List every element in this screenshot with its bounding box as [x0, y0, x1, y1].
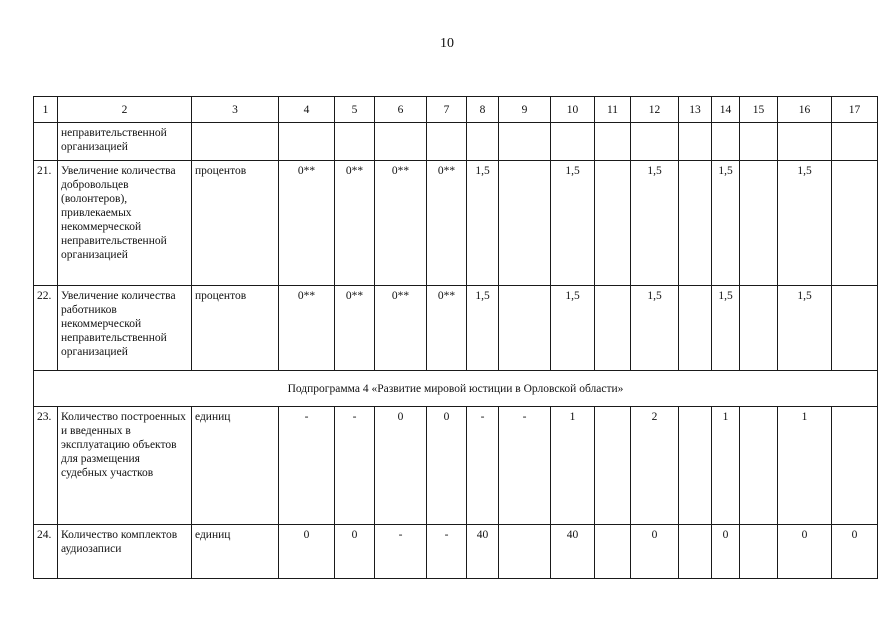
- value-cell-col-5: [335, 123, 375, 161]
- header-cell-15: 15: [740, 97, 778, 123]
- row-number-cell: 23.: [34, 407, 58, 525]
- value-cell-col-17: [832, 123, 878, 161]
- value-cell-col-5: 0**: [335, 286, 375, 371]
- value-cell-col-10: 1,5: [551, 286, 595, 371]
- indicator-name-cell: Увеличение количества добровольцев (волонтеров), привлекаемых некоммерческой неправительственной организацией: [58, 161, 192, 286]
- value-cell-col-16: [778, 123, 832, 161]
- row-number-cell: 21.: [34, 161, 58, 286]
- row-number-cell: 22.: [34, 286, 58, 371]
- value-cell-col-7: 0**: [427, 161, 467, 286]
- header-cell-3: 3: [192, 97, 279, 123]
- header-cell-5: 5: [335, 97, 375, 123]
- value-cell-col-12: 2: [631, 407, 679, 525]
- value-cell-col-7: 0: [427, 407, 467, 525]
- header-cell-7: 7: [427, 97, 467, 123]
- header-row: [34, 97, 878, 123]
- value-cell-col-16: 0: [778, 525, 832, 579]
- header-cell-12: 12: [631, 97, 679, 123]
- unit-cell: процентов: [192, 161, 279, 286]
- header-cell-14: 14: [712, 97, 740, 123]
- value-cell-col-11: [595, 525, 631, 579]
- value-cell-col-4: [279, 123, 335, 161]
- value-cell-col-4: -: [279, 407, 335, 525]
- indicators-table: [33, 96, 878, 579]
- value-cell-col-8: [467, 123, 499, 161]
- value-cell-col-9: [499, 286, 551, 371]
- value-cell-col-13: [679, 123, 712, 161]
- value-cell-col-16: 1,5: [778, 286, 832, 371]
- value-cell-col-7: [427, 123, 467, 161]
- value-cell-col-12: [631, 123, 679, 161]
- value-cell-col-14: 1: [712, 407, 740, 525]
- header-cell-10: 10: [551, 97, 595, 123]
- value-cell-col-15: [740, 123, 778, 161]
- value-cell-col-13: [679, 161, 712, 286]
- value-cell-col-15: [740, 286, 778, 371]
- value-cell-col-8: -: [467, 407, 499, 525]
- value-cell-col-17: [832, 407, 878, 525]
- unit-cell: процентов: [192, 286, 279, 371]
- indicator-name-cell: Увеличение количества работников некоммерческой неправительственной организацией: [58, 286, 192, 371]
- value-cell-col-11: [595, 286, 631, 371]
- value-cell-col-15: [740, 407, 778, 525]
- value-cell-col-13: [679, 525, 712, 579]
- header-cell-17: 17: [832, 97, 878, 123]
- table-row: [34, 161, 878, 286]
- value-cell-col-8: 1,5: [467, 286, 499, 371]
- value-cell-col-10: 1: [551, 407, 595, 525]
- value-cell-col-8: 1,5: [467, 161, 499, 286]
- value-cell-col-5: -: [335, 407, 375, 525]
- value-cell-col-8: 40: [467, 525, 499, 579]
- row-number-cell: [34, 123, 58, 161]
- value-cell-col-6: -: [375, 525, 427, 579]
- value-cell-col-9: [499, 123, 551, 161]
- value-cell-col-6: [375, 123, 427, 161]
- value-cell-col-5: 0: [335, 525, 375, 579]
- row-number-cell: 24.: [34, 525, 58, 579]
- header-cell-2: 2: [58, 97, 192, 123]
- value-cell-col-4: 0**: [279, 286, 335, 371]
- value-cell-col-10: [551, 123, 595, 161]
- value-cell-col-9: [499, 161, 551, 286]
- value-cell-col-13: [679, 286, 712, 371]
- header-cell-11: 11: [595, 97, 631, 123]
- value-cell-col-5: 0**: [335, 161, 375, 286]
- value-cell-col-6: 0**: [375, 286, 427, 371]
- value-cell-col-14: 1,5: [712, 161, 740, 286]
- header-cell-16: 16: [778, 97, 832, 123]
- page-number: 10: [440, 36, 454, 51]
- table-row: [34, 407, 878, 525]
- header-cell-1: 1: [34, 97, 58, 123]
- unit-cell: единиц: [192, 525, 279, 579]
- value-cell-col-12: 1,5: [631, 286, 679, 371]
- value-cell-col-15: [740, 525, 778, 579]
- indicator-name-cell: неправительственной организацией: [58, 123, 192, 161]
- value-cell-col-14: [712, 123, 740, 161]
- value-cell-col-12: 0: [631, 525, 679, 579]
- indicator-name-cell: Количество комплектов аудиозаписи: [58, 525, 192, 579]
- value-cell-col-16: 1: [778, 407, 832, 525]
- header-cell-13: 13: [679, 97, 712, 123]
- header-cell-8: 8: [467, 97, 499, 123]
- subprogram-title: Подпрограмма 4 «Развитие мировой юстиции в Орловской области»: [34, 371, 878, 407]
- value-cell-col-16: 1,5: [778, 161, 832, 286]
- indicator-name-cell: Количество построенных и введенных в эксплуатацию объектов для размещения судебных участков: [58, 407, 192, 525]
- subprogram-row: [34, 371, 878, 407]
- table-row: [34, 286, 878, 371]
- value-cell-col-12: 1,5: [631, 161, 679, 286]
- value-cell-col-17: [832, 161, 878, 286]
- value-cell-col-6: 0: [375, 407, 427, 525]
- header-cell-6: 6: [375, 97, 427, 123]
- value-cell-col-9: -: [499, 407, 551, 525]
- value-cell-col-14: 1,5: [712, 286, 740, 371]
- header-cell-9: 9: [499, 97, 551, 123]
- value-cell-col-11: [595, 161, 631, 286]
- unit-cell: [192, 123, 279, 161]
- value-cell-col-15: [740, 161, 778, 286]
- value-cell-col-10: 40: [551, 525, 595, 579]
- value-cell-col-11: [595, 407, 631, 525]
- value-cell-col-14: 0: [712, 525, 740, 579]
- value-cell-col-9: [499, 525, 551, 579]
- value-cell-col-13: [679, 407, 712, 525]
- value-cell-col-7: -: [427, 525, 467, 579]
- value-cell-col-11: [595, 123, 631, 161]
- value-cell-col-7: 0**: [427, 286, 467, 371]
- value-cell-col-4: 0: [279, 525, 335, 579]
- table-row: [34, 123, 878, 161]
- value-cell-col-4: 0**: [279, 161, 335, 286]
- value-cell-col-6: 0**: [375, 161, 427, 286]
- value-cell-col-17: [832, 286, 878, 371]
- header-cell-4: 4: [279, 97, 335, 123]
- table-row: [34, 525, 878, 579]
- unit-cell: единиц: [192, 407, 279, 525]
- value-cell-col-10: 1,5: [551, 161, 595, 286]
- value-cell-col-17: 0: [832, 525, 878, 579]
